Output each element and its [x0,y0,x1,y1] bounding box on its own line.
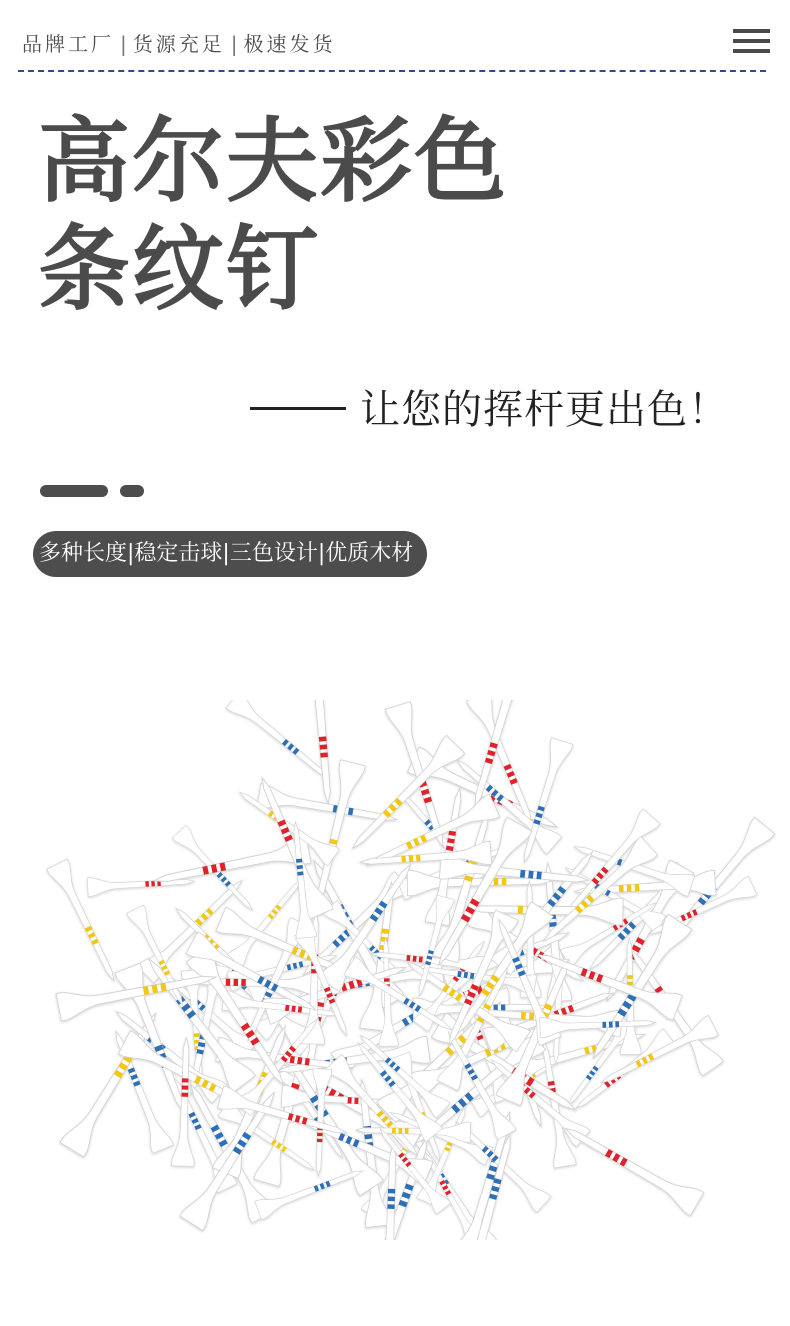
tee-stripe [529,1012,534,1020]
tee-stripe [398,1128,402,1134]
golf-tee [47,859,124,986]
tee-stripe [298,1006,302,1012]
tee-stripe [409,855,414,862]
tee-stripe [181,1093,188,1097]
tee-stripe [317,1133,323,1137]
slogan-text: 让您的挥杆更出色！ [360,387,729,433]
tagline-item: 品牌工厂 [22,32,114,56]
tee-stripe [634,884,639,891]
tagline [22,28,336,57]
pill-long [40,485,108,497]
tagline-separator: | [120,32,127,56]
tee-stripe [291,1006,295,1012]
tagline-separator: | [230,32,238,56]
tee-stripe [627,975,633,979]
tee-stripe [384,978,390,982]
tee-stripe [226,979,231,986]
tee-stripe [388,1189,395,1194]
tee-stripe [241,979,246,986]
tee-stripe [609,1022,613,1028]
tee-stripe [380,937,388,943]
tee-stripe [520,870,525,878]
tagline-item: 极速发货 [243,32,336,56]
tee-stripe [319,736,327,741]
tee-stripe [388,1197,395,1202]
tee-stripe [151,881,155,887]
golf-tee [562,1018,637,1111]
tee-stripe [182,1085,189,1089]
tee-stripe [381,928,389,934]
tee-stripe [317,1139,323,1143]
tee-stripe [528,871,533,879]
tee-stripe [194,1033,200,1037]
tee-stripe [320,744,328,749]
tee-stripe [348,1097,352,1103]
tee-stripe [233,979,238,986]
tee-stripe [285,1005,289,1011]
tee-stripe [419,956,423,962]
tee-stripe [401,856,406,863]
tee-stripe [405,1128,409,1134]
tee-stripe [615,1021,619,1027]
golf-tee [303,700,341,804]
tee-stripe [502,878,507,885]
tee-stripe [387,1204,394,1209]
tee-stripe [627,884,632,891]
slogan [250,378,729,435]
tee-stripe [320,752,328,757]
features-badge: 多种长度|稳定击球|三色设计|优质木材 [33,531,427,577]
tee-stripe [145,881,149,887]
tee-stripe [406,955,410,961]
tee-stripe [416,855,421,862]
slogan-dash [250,407,346,410]
header-divider [18,70,766,72]
tee-stripe [412,956,416,962]
pill-short [120,485,144,497]
tee-stripe [521,1012,526,1020]
tee-stripe [536,871,541,879]
tee-stripe [297,865,303,869]
tee-stripe [182,1078,189,1082]
tee-stripe [392,1128,396,1134]
title-line-2: 条纹钉 [38,216,321,323]
tagline-item: 货源充足 [132,32,225,56]
tee-stripe [364,1134,372,1140]
header [0,0,790,74]
hamburger-menu-icon[interactable] [733,29,770,53]
golf-tees-image [0,700,790,1240]
tee-stripe [494,878,499,885]
title-line-1: 高尔夫彩色 [38,108,509,215]
tee-stripe [602,1022,606,1028]
tee-stripe [354,1098,358,1104]
page-title [38,108,508,324]
golf-tee [344,735,465,857]
tee-stripe [296,859,302,863]
tee-stripe [619,885,624,892]
tee-stripe [297,871,303,875]
tee-stripe [518,906,523,914]
